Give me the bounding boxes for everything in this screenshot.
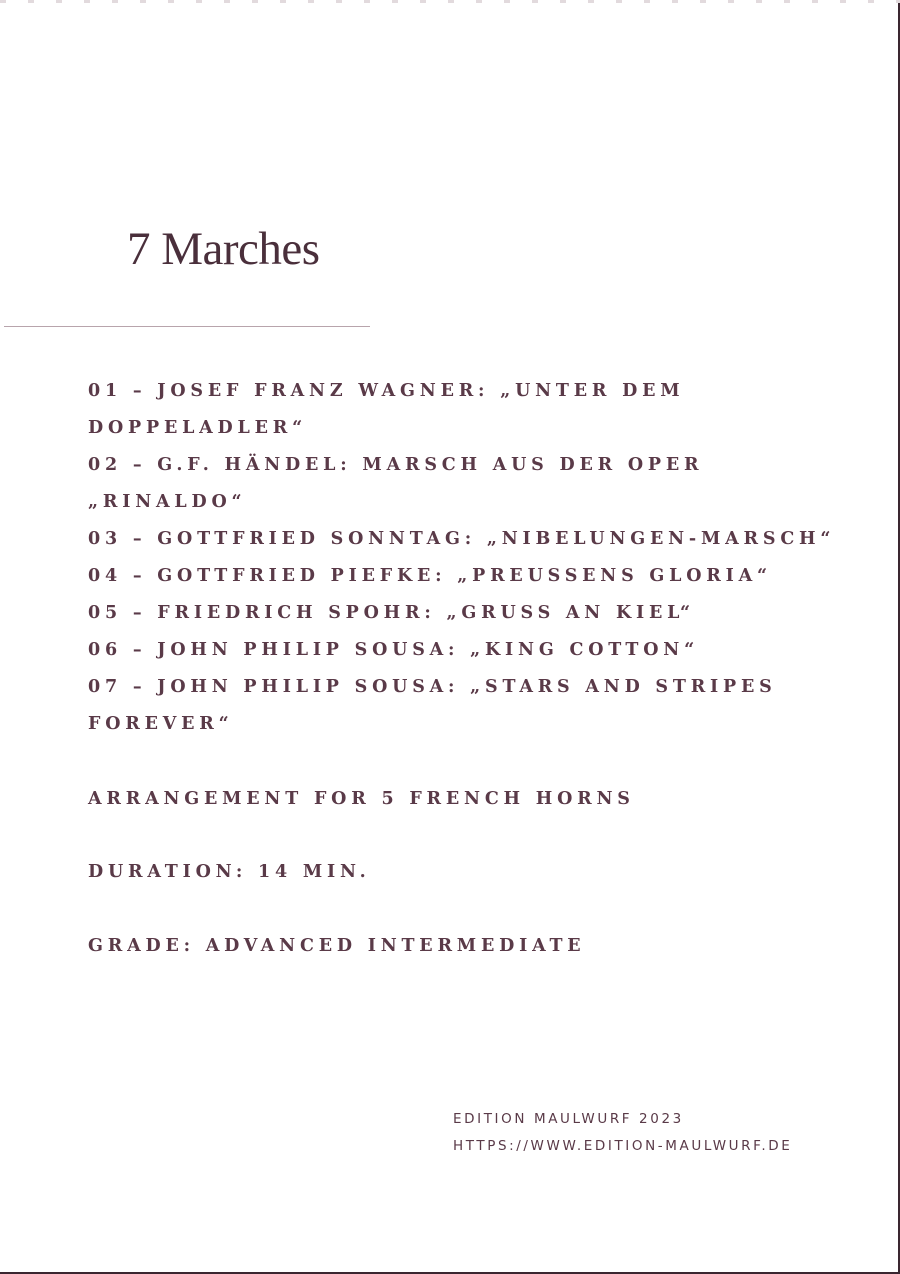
top-dotted-border bbox=[0, 0, 900, 3]
arrangement-info: ARRANGEMENT FOR 5 FRENCH HORNS bbox=[88, 789, 635, 809]
track-05: 05 – FRIEDRICH SPOHR: „GRUSS AN KIEL“ bbox=[88, 603, 695, 623]
publisher-url: HTTPS://WWW.EDITION-MAULWURF.DE bbox=[453, 1138, 793, 1154]
publisher-name: EDITION MAULWURF 2023 bbox=[453, 1111, 684, 1127]
march-list bbox=[88, 373, 836, 743]
page-title: 7 Marches bbox=[127, 223, 320, 275]
publisher-footer bbox=[453, 1106, 792, 1160]
track-07-line-1: 07 – JOHN PHILIP SOUSA: „STARS AND STRIPES bbox=[88, 677, 777, 697]
track-01-line-2: DOPPELADLER“ bbox=[88, 418, 307, 438]
track-07-line-2: FOREVER“ bbox=[88, 714, 234, 734]
track-02-line-2: „RINALDO“ bbox=[88, 492, 247, 512]
grade-info: GRADE: ADVANCED INTERMEDIATE bbox=[88, 936, 586, 956]
track-01-line-1: 01 – JOSEF FRANZ WAGNER: „UNTER DEM bbox=[88, 381, 685, 401]
track-03: 03 – GOTTFRIED SONNTAG: „NIBELUNGEN-MARSCH“ bbox=[88, 529, 836, 549]
track-06: 06 – JOHN PHILIP SOUSA: „KING COTTON“ bbox=[88, 640, 699, 660]
title-divider bbox=[4, 326, 370, 327]
duration-info: DURATION: 14 MIN. bbox=[88, 862, 371, 882]
track-04: 04 – GOTTFRIED PIEFKE: „PREUSSENS GLORIA“ bbox=[88, 566, 772, 586]
track-02-line-1: 02 – G.F. HÄNDEL: MARSCH AUS DER OPER bbox=[88, 455, 704, 475]
